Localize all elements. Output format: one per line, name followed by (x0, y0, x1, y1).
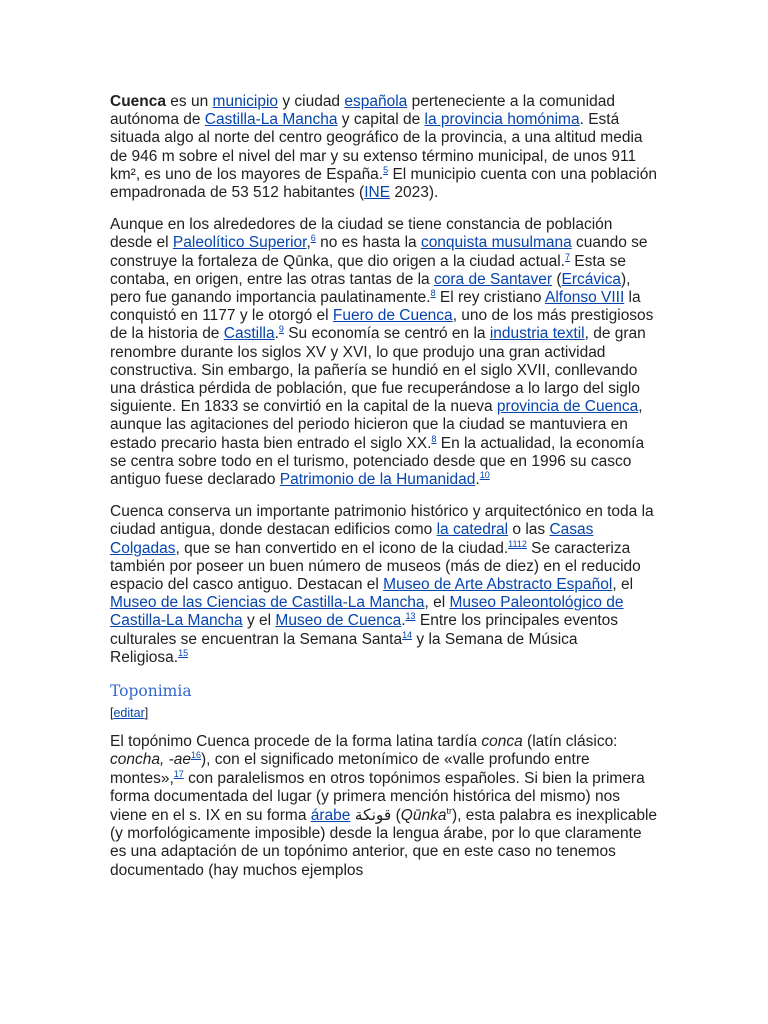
latin-term: concha, -ae (110, 751, 191, 769)
link-ine[interactable]: INE (364, 184, 391, 202)
text: no es hasta la (315, 234, 421, 252)
text: El rey cristiano (435, 289, 545, 307)
paragraph-heritage (110, 503, 658, 667)
text: es un (166, 93, 213, 110)
ref-link-15[interactable]: 15 (178, 647, 189, 658)
text: . (401, 612, 406, 630)
paragraph-intro (110, 93, 658, 202)
link-industria-textil[interactable]: industria textil (489, 325, 585, 343)
text: Cuenca conserva un importante patrimonio histórico y arquitectónico en toda la ciudad antigua, donde destacan edificios como (110, 503, 654, 539)
ref-marker (480, 470, 490, 480)
ref-marker (178, 648, 188, 658)
link-cora-de-santaver[interactable]: cora de Santaver (434, 270, 553, 288)
ref-link-5[interactable]: 5 (383, 164, 389, 175)
ref-link-7[interactable]: 7 (564, 251, 570, 262)
text: Aunque en los alrededores de la ciudad se tiene constancia de población desde el (110, 216, 613, 252)
bracket: [ (110, 706, 114, 721)
link-castilla-la-mancha[interactable]: Castilla-La Mancha (204, 111, 338, 129)
transliteration: Qūnka (400, 806, 447, 824)
article-content (110, 93, 658, 894)
text: , el (612, 576, 634, 594)
text: perteneciente a la comunidad autónoma de (110, 93, 615, 129)
text: y ciudad (278, 93, 345, 110)
link-espanola[interactable]: española (344, 93, 408, 110)
link-conquista-musulmana[interactable]: conquista musulmana (420, 234, 572, 252)
ref-marker (191, 750, 201, 760)
link-arabe[interactable]: árabe (310, 806, 351, 824)
text: , el (424, 594, 450, 612)
text: ), pero fue ganando importancia paulatinamente. (110, 270, 631, 307)
ref-marker (508, 539, 527, 549)
ref-link-13[interactable]: 13 (405, 611, 416, 622)
text: ), con el significado metonímico de «valle profundo entre montes», (110, 751, 590, 787)
edit-section (110, 705, 658, 721)
link-ercavica[interactable]: Ercávica (561, 270, 621, 288)
text: ( (391, 806, 401, 824)
text: Entre los principales eventos culturales se encuentran la Semana Santa (110, 612, 619, 648)
text: y el (242, 612, 276, 630)
ref-link-11[interactable]: 11 (508, 538, 517, 549)
text: Esta se contaba, en origen, entre las otras tantas de la (110, 252, 626, 288)
ref-marker (406, 611, 416, 621)
ref-link-17[interactable]: 17 (173, 768, 184, 779)
link-fuero-de-cuenca[interactable]: Fuero de Cuenca (332, 307, 453, 325)
text: y capital de (337, 111, 425, 129)
article-subject: Cuenca (110, 93, 166, 110)
text: , que se han convertido en el icono de la ciudad. (175, 539, 509, 557)
link-museo-de-cuenca[interactable]: Museo de Cuenca (275, 612, 402, 630)
text: , (306, 234, 311, 252)
text: , uno de los más prestigiosos de la historia de (110, 307, 654, 343)
edit-link[interactable]: editar (113, 706, 145, 721)
text: la conquistó en 1177 y le otorgó el (110, 289, 641, 325)
text: o las (508, 521, 550, 539)
link-provincia-homonima[interactable]: la provincia homónima (424, 111, 580, 129)
ref-link-14[interactable]: 14 (402, 629, 413, 640)
text: , aunque las agitaciones del periodo hicieron que la ciudad se mantuviera en estado precario hasta bien entrado el siglo XX. (110, 398, 643, 452)
text: con paralelismos en otros topónimos españoles. Si bien la primera forma documentada del lugar (y primera mención histórica del mismo) nos viene en el s. IX en su forma (110, 769, 645, 824)
text: 2023). (390, 184, 439, 202)
text: Su economía se centró en la (283, 325, 490, 343)
text: , de gran renombre durante los siglos XV y XVI, lo que produjo una gran actividad constructiva. Sin embargo, la pañería se hundió en el siglo XVII, conllevando una drástica pérdida de población, que fue recuperándose a lo largo del siglo siguiente. En 1833 se convirtió en la capital de la nueva (110, 325, 646, 416)
link-museo-arte-abstracto[interactable]: Museo de Arte Abstracto Español (383, 576, 613, 594)
ref-link-10[interactable]: 10 (479, 470, 490, 481)
arabic-name: قونكة (354, 805, 392, 824)
link-la-catedral[interactable]: la catedral (436, 521, 509, 539)
transliteration-marker: tr (446, 805, 452, 816)
ref-link-16[interactable]: 16 (191, 750, 202, 761)
link-museo-ciencias[interactable]: Museo de las Ciencias de Castilla-La Mancha (110, 594, 425, 612)
ref-link-8[interactable]: 8 (430, 288, 436, 299)
link-patrimonio-de-la-humanidad[interactable]: Patrimonio de la Humanidad (279, 471, 476, 489)
latin-term: conca (481, 733, 523, 751)
link-provincia-de-cuenca[interactable]: provincia de Cuenca (496, 398, 639, 416)
ref-marker (402, 630, 412, 640)
link-museo-paleontologico[interactable]: Museo Paleontológico de Castilla-La Mancha (110, 594, 624, 630)
text: Se caracteriza también por poseer un buen número de museos (más de diez) en el reducido espacio del casco antiguo. Destacan el (110, 539, 641, 594)
link-castilla[interactable]: Castilla (223, 325, 275, 343)
text: . Está situada algo al norte del centro geográfico de la provincia, a una altitud media de 946 m sobre el nivel del mar y su extenso término municipal, de unos 911 km², es uno de los mayores de España. (110, 111, 643, 183)
ref-marker (174, 769, 184, 779)
link-alfonso-viii[interactable]: Alfonso VIII (544, 289, 625, 307)
bracket: ] (144, 706, 149, 721)
text: ( (552, 270, 562, 288)
ref-link-8b[interactable]: 8 (431, 433, 437, 444)
text: El topónimo Cuenca procede de la forma latina tardía (110, 733, 482, 751)
link-municipio[interactable]: municipio (212, 93, 279, 110)
text: ), esta palabra es inexplicable (y morfológicamente imposible) desde la lengua árabe, por lo que claramente es una adaptación de un topónimo anterior, que en este caso no tenemos documentado (hay muchos ejemplos (110, 806, 658, 879)
ref-link-9[interactable]: 9 (278, 324, 284, 335)
section-heading-toponimia: Toponimia (110, 682, 192, 701)
ref-link-6[interactable]: 6 (310, 233, 316, 244)
text: (latín clásico: (522, 733, 618, 751)
text: y la Semana de Música Religiosa. (110, 630, 578, 666)
text: El municipio cuenta con una población empadronada de 53 512 habitantes ( (110, 165, 657, 202)
text: cuando se construye la fortaleza de Qūnka, que dio origen a la ciudad actual. (110, 234, 648, 270)
link-casas-colgadas[interactable]: Casas Colgadas (110, 521, 594, 557)
link-paleolitico-superior[interactable]: Paleolítico Superior (172, 234, 307, 252)
text: . (274, 325, 279, 343)
ref-link-12[interactable]: 12 (516, 538, 527, 549)
paragraph-toponimia (110, 733, 658, 880)
text: En la actualidad, la economía se centra sobre todo en el turismo, potenciado desde que en 1996 su casco antiguo fuese declarado (110, 434, 645, 489)
text: . (475, 471, 480, 489)
paragraph-history (110, 216, 658, 489)
